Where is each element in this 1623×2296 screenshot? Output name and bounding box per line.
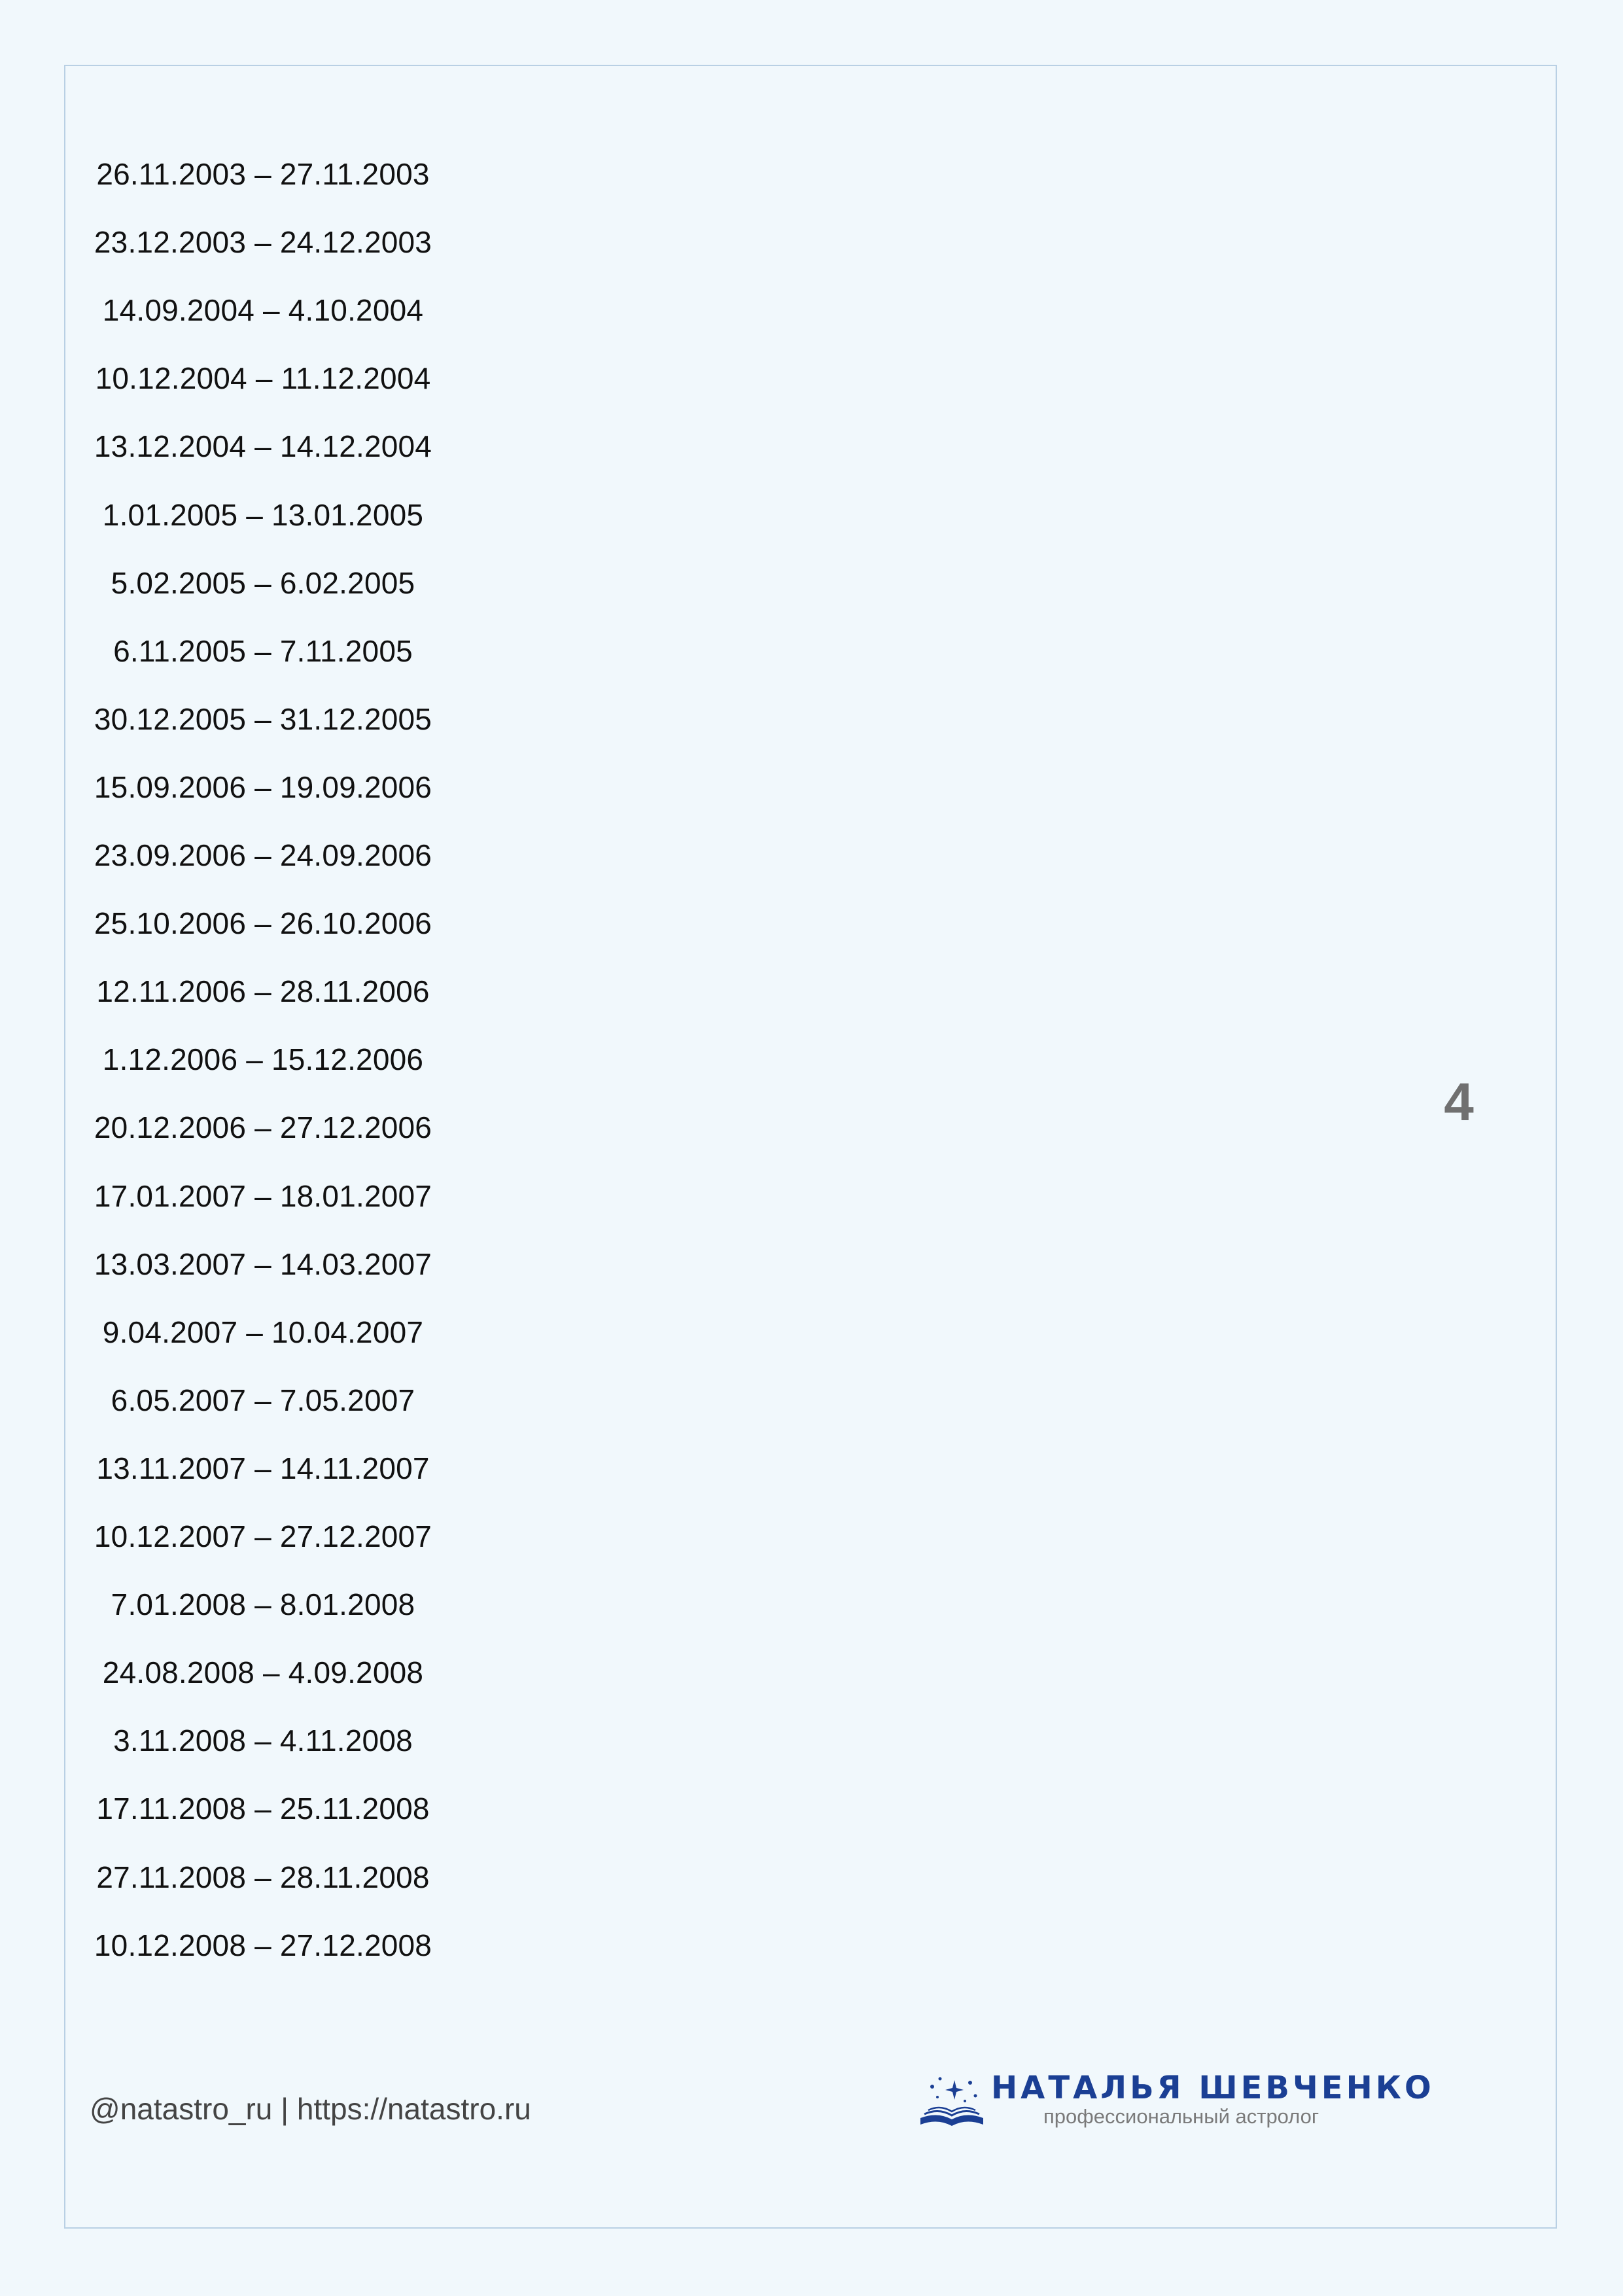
date-range-item: 17.01.2007 – 18.01.2007 bbox=[94, 1179, 432, 1213]
date-range-item: 1.01.2005 – 13.01.2005 bbox=[102, 498, 424, 532]
date-range-item: 9.04.2007 – 10.04.2007 bbox=[102, 1315, 424, 1349]
date-range-item: 15.09.2006 – 19.09.2006 bbox=[94, 770, 432, 804]
date-range-item: 23.09.2006 – 24.09.2006 bbox=[94, 838, 432, 872]
date-range-item: 24.08.2008 – 4.09.2008 bbox=[102, 1655, 424, 1689]
date-range-item: 6.11.2005 – 7.11.2005 bbox=[113, 634, 413, 668]
date-range-item: 1.12.2006 – 15.12.2006 bbox=[102, 1042, 424, 1076]
footer-contacts: @natastro_ru | https://natastro.ru bbox=[90, 2092, 531, 2126]
date-range-item: 13.12.2004 – 14.12.2004 bbox=[94, 429, 432, 463]
date-range-item: 12.11.2006 – 28.11.2006 bbox=[96, 974, 430, 1008]
date-range-item: 6.05.2007 – 7.05.2007 bbox=[111, 1383, 415, 1417]
book-with-stars-icon bbox=[913, 2071, 991, 2136]
date-range-item: 25.10.2006 – 26.10.2006 bbox=[94, 906, 432, 940]
date-range-item: 17.11.2008 – 25.11.2008 bbox=[96, 1792, 430, 1826]
date-range-item: 10.12.2007 – 27.12.2007 bbox=[94, 1519, 432, 1553]
date-range-item: 23.12.2003 – 24.12.2003 bbox=[94, 225, 432, 259]
date-range-item: 13.11.2007 – 14.11.2007 bbox=[96, 1451, 430, 1485]
date-range-item: 30.12.2005 – 31.12.2005 bbox=[94, 702, 432, 736]
date-range-item: 7.01.2008 – 8.01.2008 bbox=[111, 1587, 415, 1621]
date-range-item: 13.03.2007 – 14.03.2007 bbox=[94, 1247, 432, 1281]
brand-name: НАТАЛЬЯ ШЕВЧЕНКО bbox=[991, 2070, 1435, 2106]
brand-logo bbox=[913, 2064, 1501, 2143]
date-range-item: 3.11.2008 – 4.11.2008 bbox=[113, 1723, 413, 1757]
date-range-item: 20.12.2006 – 27.12.2006 bbox=[94, 1110, 432, 1144]
date-range-item: 14.09.2004 – 4.10.2004 bbox=[102, 293, 424, 327]
date-range-item: 27.11.2008 – 28.11.2008 bbox=[96, 1860, 430, 1894]
date-range-item: 5.02.2005 – 6.02.2005 bbox=[111, 566, 415, 600]
page-number: 4 bbox=[1444, 1072, 1474, 1132]
date-range-item: 10.12.2004 – 11.12.2004 bbox=[95, 361, 431, 395]
date-range-item: 26.11.2003 – 27.11.2003 bbox=[96, 157, 430, 191]
date-range-list bbox=[0, 0, 589, 2028]
brand-tagline: профессиональный астролог bbox=[1043, 2105, 1319, 2128]
date-range-item: 10.12.2008 – 27.12.2008 bbox=[94, 1928, 432, 1962]
